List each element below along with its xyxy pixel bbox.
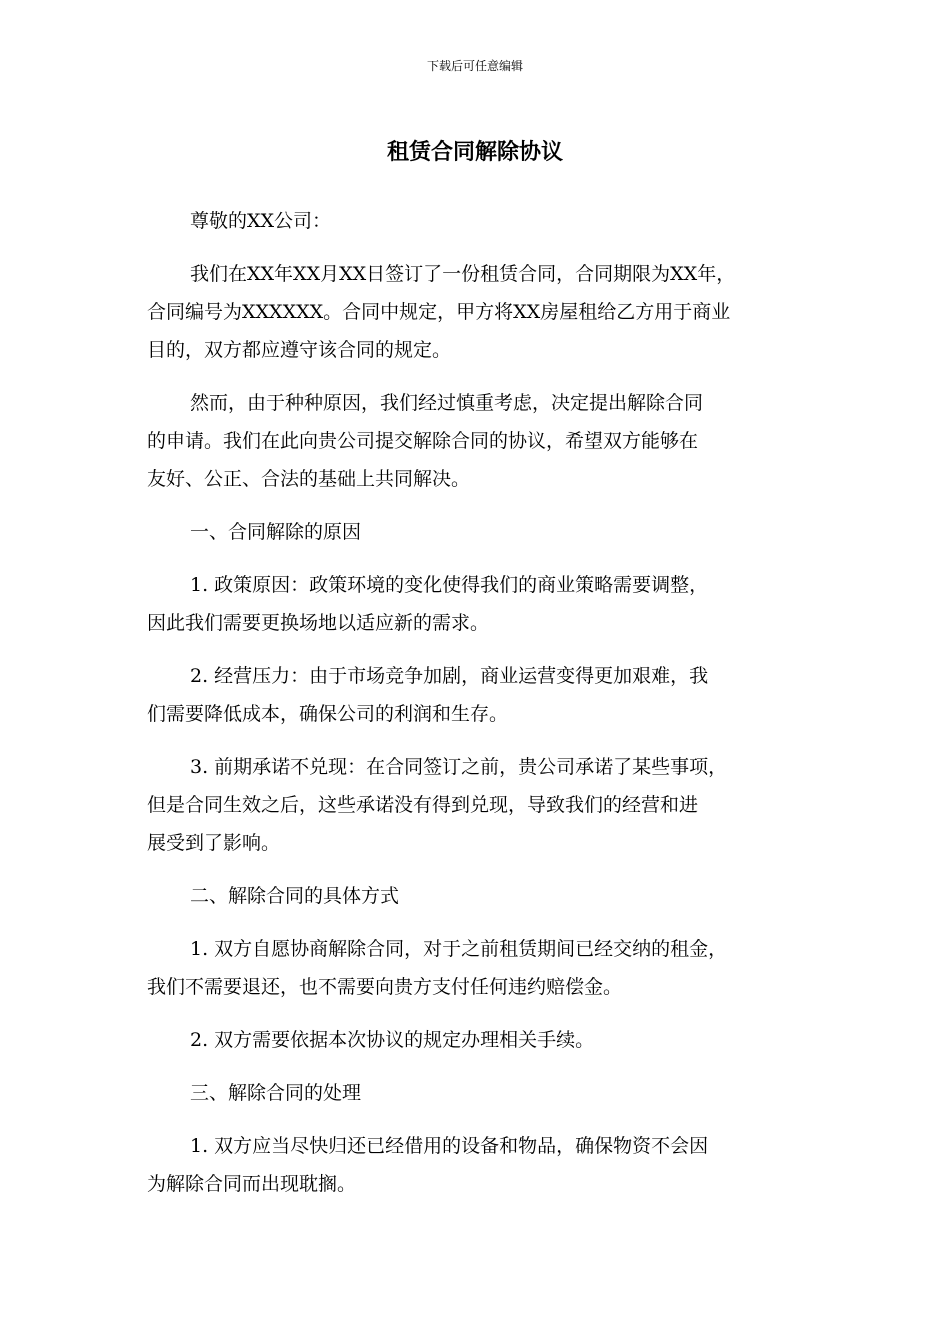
reason-item-policy (147, 566, 837, 642)
paragraph-line: 我们在XX年XX月XX日签订了一份租赁合同，合同期限为XX年， (190, 263, 736, 285)
paragraph-line: 一、合同解除的原因 (190, 521, 362, 543)
paragraph-termination-request (147, 384, 837, 498)
paragraph-salutation (147, 202, 837, 240)
paragraph-line: 友好、公正、合法的基础上共同解决。 (147, 468, 471, 490)
paragraph-line: 2. 双方需要依据本次协议的规定办理相关手续。 (190, 1029, 595, 1051)
paragraph-line: 1. 双方应当尽快归还已经借用的设备和物品，确保物资不会因 (190, 1135, 709, 1157)
paragraph-line: 二、解除合同的具体方式 (190, 885, 400, 907)
reason-item-pressure (147, 657, 837, 733)
handling-item-1 (147, 1127, 837, 1203)
paragraph-line: 们需要降低成本，确保公司的利润和生存。 (147, 703, 509, 725)
paragraph-line: 2. 经营压力：由于市场竞争加剧，商业运营变得更加艰难，我 (190, 665, 709, 687)
document-body (147, 202, 837, 1218)
paragraph-contract-info (147, 255, 837, 369)
paragraph-line: 但是合同生效之后，这些承诺没有得到兑现，导致我们的经营和进 (147, 794, 699, 816)
paragraph-line: 尊敬的XX公司： (190, 210, 332, 232)
paragraph-line: 合同编号为XXXXXX。合同中规定，甲方将XX房屋租给乙方用于商业 (147, 301, 731, 323)
paragraph-line: 3. 前期承诺不兑现：在合同签订之前，贵公司承诺了某些事项， (190, 756, 728, 778)
method-item-2 (147, 1021, 837, 1059)
paragraph-line: 为解除合同而出现耽搁。 (147, 1173, 357, 1195)
paragraph-line: 1. 政策原因：政策环境的变化使得我们的商业策略需要调整， (190, 574, 709, 596)
paragraph-line: 因此我们需要更换场地以适应新的需求。 (147, 612, 490, 634)
header-note: 下载后可任意编辑 (426, 59, 523, 73)
method-item-1 (147, 930, 837, 1006)
paragraph-line: 目的，双方都应遵守该合同的规定。 (147, 339, 452, 361)
paragraph-line: 我们不需要退还，也不需要向贵方支付任何违约赔偿金。 (147, 976, 623, 998)
reason-item-promises (147, 748, 837, 862)
section-heading-methods (147, 877, 837, 915)
paragraph-line: 展受到了影响。 (147, 832, 281, 854)
paragraph-line: 1. 双方自愿协商解除合同，对于之前租赁期间已经交纳的租金， (190, 938, 728, 960)
section-heading-handling (147, 1074, 837, 1112)
section-heading-reasons (147, 513, 837, 551)
paragraph-line: 的申请。我们在此向贵公司提交解除合同的协议，希望双方能够在 (147, 430, 699, 452)
paragraph-line: 然而，由于种种原因，我们经过慎重考虑，决定提出解除合同 (190, 392, 704, 414)
document-title: 租赁合同解除协议 (386, 140, 563, 165)
paragraph-line: 三、解除合同的处理 (190, 1082, 362, 1104)
